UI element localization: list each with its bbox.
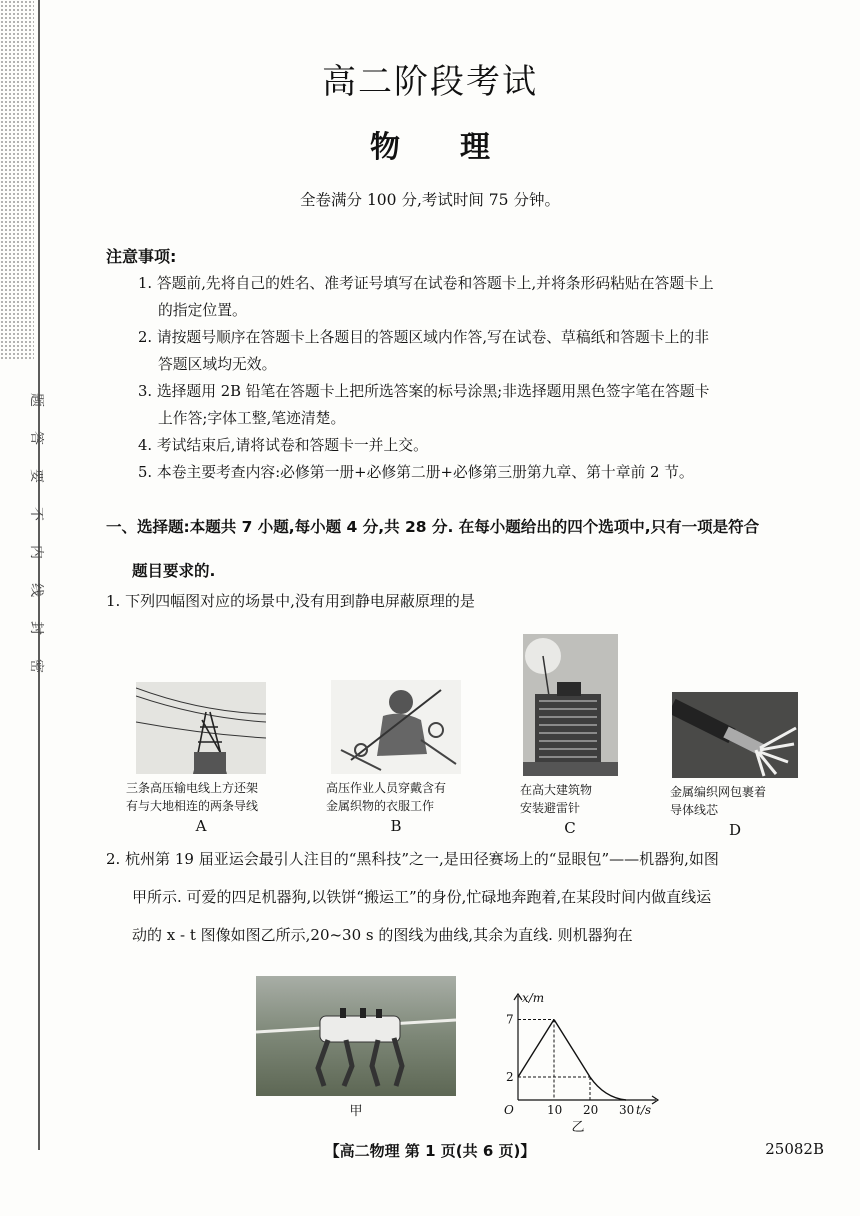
option-caption: 三条高压输电线上方还架 <box>126 781 259 795</box>
option-caption: 在高大建筑物 <box>520 783 593 797</box>
power-tower-photo <box>136 682 266 774</box>
notice-line: 答题区域均无效。 <box>158 356 277 373</box>
y-tick-label: 7 <box>506 1012 514 1027</box>
notice-line: 5. 本卷主要考查内容:必修第一册+必修第二册+必修第三册第九章、第十章前 2 节。 <box>138 464 694 481</box>
option-caption: 安装避雷针 <box>520 801 581 815</box>
exam-title: 高二阶段考试 <box>322 62 538 102</box>
option-a-figure <box>126 682 276 835</box>
margin-char: 封 <box>28 621 44 635</box>
notice-line: 上作答;字体工整,笔迹清楚。 <box>158 410 346 427</box>
notice-item <box>138 459 828 486</box>
exam-code: 25082B <box>765 1140 824 1158</box>
option-caption: 金属编织网包裹着 <box>670 785 767 799</box>
question-line: 动的 x - t 图像如图乙所示,20~30 s 的图线为曲线,其余为直线. 则机器狗在 <box>132 926 633 944</box>
xt-graph <box>488 990 668 1120</box>
segment-20-30-curve <box>590 1077 626 1100</box>
notice-item <box>138 324 828 378</box>
notice-item <box>138 432 828 459</box>
notice-line: 3. 选择题用 2B 铅笔在答题卡上把所选答案的标号涂黑;非选择题用黑色签字笔在答题卡 <box>138 383 710 400</box>
page-footer: 【高二物理 第 1 页(共 6 页)】 <box>324 1142 536 1160</box>
margin-char: 不 <box>28 507 44 521</box>
robot-dog-figure <box>256 976 456 1119</box>
option-caption: 金属织物的衣服工作 <box>326 799 435 813</box>
question-2-stem <box>106 840 826 954</box>
robot-dog-photo <box>256 976 456 1096</box>
figure-label-yi: 乙 <box>571 1120 585 1135</box>
notice-line: 2. 请按题号顺序在答题卡上各题目的答题区域内作答,写在试卷、草稿纸和答题卡上的非 <box>138 329 710 346</box>
option-caption: 有与大地相连的两条导线 <box>126 799 259 813</box>
score-info: 全卷满分 100 分,考试时间 75 分钟。 <box>300 191 560 209</box>
x-tick-label: 30 <box>619 1103 635 1117</box>
notice-list <box>138 270 828 486</box>
question-line: 2. 杭州第 19 届亚运会最引人注目的“黑科技”之一,是田径赛场上的“显眼包”——机器狗,如图 <box>106 850 719 868</box>
question-line: 甲所示. 可爱的四足机器狗,以铁饼“搬运工”的身份,忙碌地奔跑着,在某段时间内做直线运 <box>132 888 712 906</box>
building-lightning-rod-photo <box>523 634 618 776</box>
option-caption: 导体线芯 <box>670 803 719 817</box>
notice-item <box>138 270 828 324</box>
section-line: 一、选择题:本题共 7 小题,每小题 4 分,共 28 分. 在每小题给出的四个选项中,只有一项是符合 <box>106 518 760 536</box>
notice-line: 4. 考试结束后,请将试卷和答题卡一并上交。 <box>138 437 428 454</box>
x-tick-label: 10 <box>547 1103 563 1117</box>
xt-chart <box>488 990 668 1135</box>
origin-label: O <box>504 1103 514 1117</box>
y-axis-label: x/m <box>522 991 545 1005</box>
notice-line: 的指定位置。 <box>158 302 247 319</box>
option-caption: 高压作业人员穿戴含有 <box>326 781 447 795</box>
option-b-figure <box>326 680 466 835</box>
segment-0-10 <box>518 1020 554 1078</box>
margin-char: 题 <box>28 393 44 407</box>
option-c-figure <box>520 634 620 837</box>
xt-curve <box>518 1020 626 1101</box>
notice-line: 1. 答题前,先将自己的姓名、准考证号填写在试卷和答题卡上,并将条形码粘贴在答题卡上 <box>138 275 714 292</box>
y-tick-label: 2 <box>506 1070 514 1084</box>
figure-label-jia: 甲 <box>349 1104 363 1119</box>
x-tick-label: 20 <box>583 1103 599 1117</box>
x-axis-label: t/s <box>636 1103 652 1117</box>
margin-char: 答 <box>28 431 44 445</box>
segment-10-20 <box>554 1020 590 1078</box>
notice-heading: 注意事项: <box>106 247 177 266</box>
margin-char: 线 <box>28 583 44 597</box>
notice-item <box>138 378 828 432</box>
option-d-figure <box>670 692 800 839</box>
shielded-cable-photo <box>672 692 798 778</box>
section-heading <box>106 510 826 588</box>
option-letter: A <box>195 817 207 835</box>
option-letter: C <box>564 819 576 837</box>
subject-title: 物理 <box>370 130 550 165</box>
tick-labels <box>504 991 651 1117</box>
section-line: 题目要求的. <box>132 562 216 580</box>
lineworker-photo <box>331 680 461 774</box>
binding-margin-text <box>28 390 46 676</box>
margin-char: 要 <box>28 469 44 483</box>
option-letter: D <box>728 821 742 839</box>
question-1-stem: 1. 下列四幅图对应的场景中,没有用到静电屏蔽原理的是 <box>106 592 475 610</box>
margin-char: 内 <box>28 545 44 559</box>
margin-char: 密 <box>28 659 44 673</box>
option-letter: B <box>390 817 402 835</box>
